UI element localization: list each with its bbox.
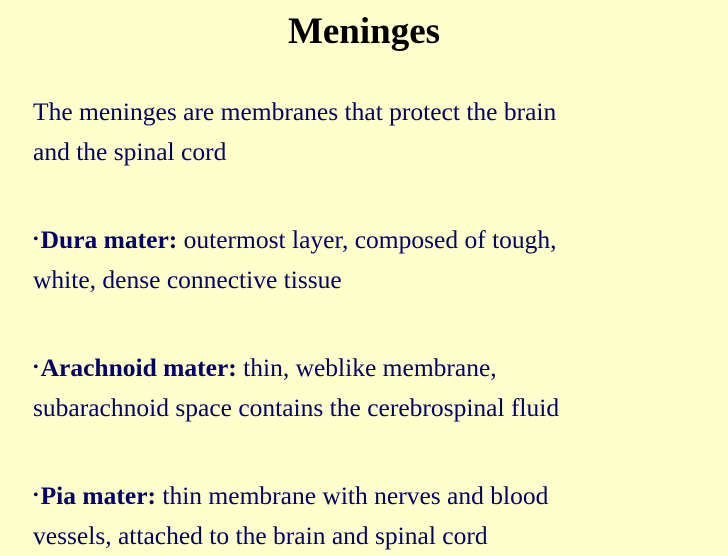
bullet-icon: • bbox=[33, 231, 39, 248]
bullet-icon: • bbox=[33, 359, 39, 376]
slide-content bbox=[33, 92, 723, 556]
bullet-line-1 bbox=[33, 476, 723, 516]
slide-title: Meninges bbox=[287, 11, 441, 52]
term-description: thin, weblike membrane, bbox=[236, 353, 497, 382]
term-label: Pia mater: bbox=[40, 481, 157, 510]
bullet-line-1 bbox=[33, 220, 723, 260]
intro-paragraph bbox=[33, 92, 723, 172]
bullet-item-arachnoid-mater bbox=[33, 348, 723, 428]
term-label: Arachnoid mater: bbox=[40, 353, 237, 382]
bullet-line-2: subarachnoid space contains the cerebrospinal fluid bbox=[33, 393, 560, 422]
intro-line-2: and the spinal cord bbox=[33, 137, 227, 166]
bullet-line-2: white, dense connective tissue bbox=[33, 265, 342, 294]
bullet-icon: • bbox=[33, 487, 39, 504]
term-label: Dura mater: bbox=[40, 225, 178, 254]
term-description: outermost layer, composed of tough, bbox=[177, 225, 557, 254]
spacer bbox=[33, 300, 723, 348]
spacer bbox=[33, 428, 723, 476]
bullet-item-dura-mater bbox=[33, 220, 723, 300]
term-description: thin membrane with nerves and blood bbox=[156, 481, 549, 510]
bullet-item-pia-mater bbox=[33, 476, 723, 556]
bullet-line-2: vessels, attached to the brain and spinal cord bbox=[33, 521, 488, 550]
intro-line-1: The meninges are membranes that protect the brain bbox=[33, 97, 557, 126]
bullet-line-1 bbox=[33, 348, 723, 388]
spacer bbox=[33, 172, 723, 220]
